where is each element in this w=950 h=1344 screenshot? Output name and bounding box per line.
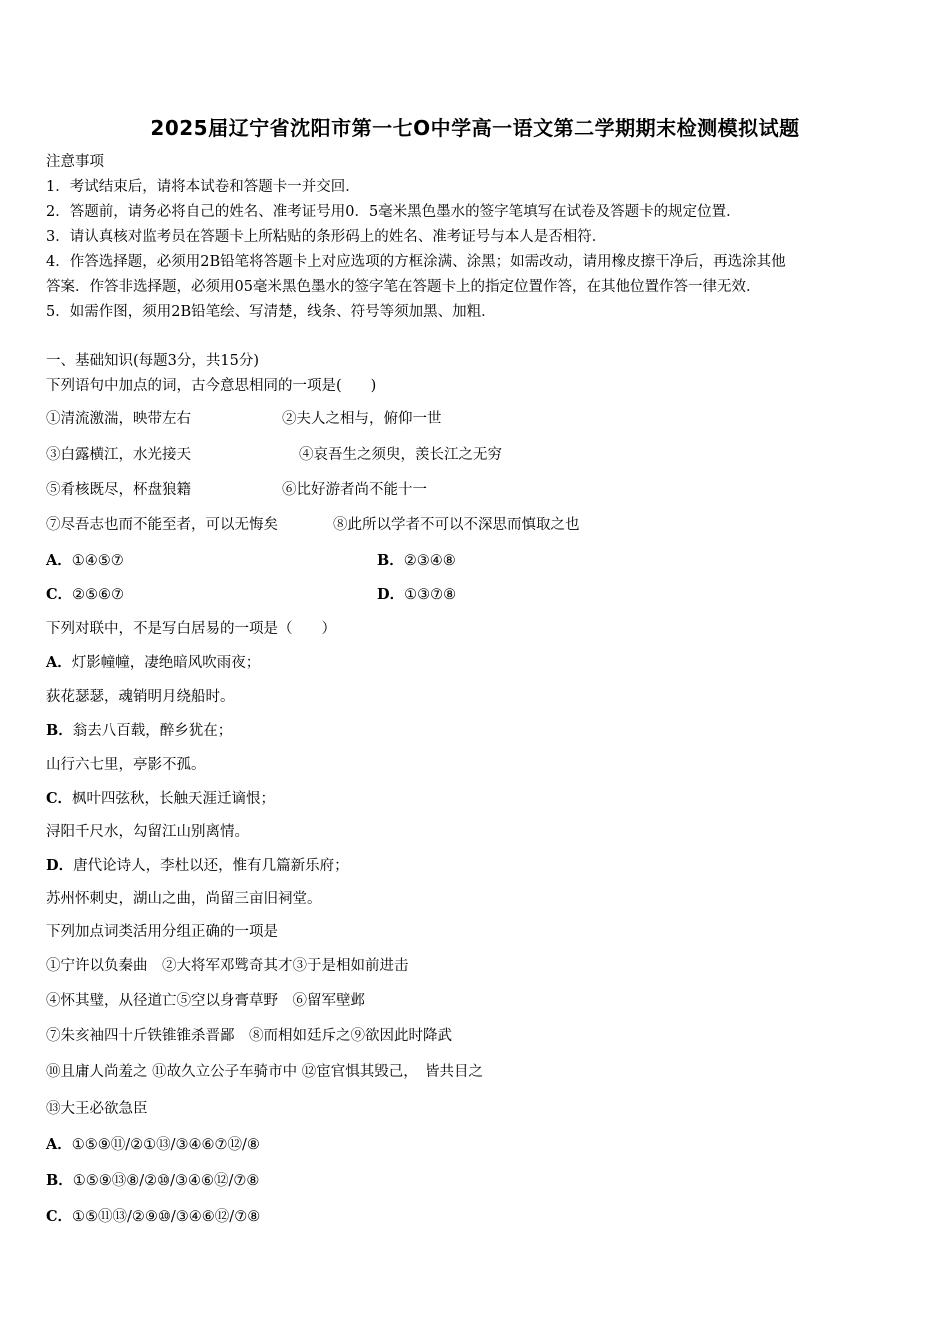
- notice-item: 答案．作答非选择题，必须用05毫米黑色墨水的签字笔在答题卡上的指定位置作答，在其他位置作答一律无效．: [46, 279, 761, 295]
- answer-option-a[interactable]: A．①④⑤⑦: [46, 552, 124, 569]
- q1-item: ⑤肴核既尽，杯盘狼籍: [46, 482, 191, 498]
- q1-item: ①清流激湍，映带左右: [46, 411, 191, 427]
- notice-item: 3．请认真核对监考员在答题卡上所粘贴的条形码上的姓名、准考证号与本人是否相符．: [46, 229, 607, 245]
- q1-row: [46, 515, 580, 535]
- notice-item: 4．作答选择题，必须用2B铅笔将答题卡上对应选项的方框涂满、涂黑；如需改动，请用橡皮擦干净后，再选涂其他: [46, 254, 786, 270]
- answer-option-b[interactable]: B．②③④⑧: [377, 552, 456, 569]
- page-title: 2025届辽宁省沈阳市第一七O中学高一语文第二学期期末检测模拟试题: [150, 116, 800, 140]
- answer-option-c[interactable]: C．①⑤⑪⑬/②⑨⑩/③④⑥⑫/⑦⑧: [46, 1208, 261, 1225]
- couplet-line: 苏州怀刺史，湖山之曲，尚留三亩旧祠堂。: [46, 891, 322, 907]
- q1-row: [46, 480, 427, 500]
- couplet-line: 山行六七里，亭影不孤。: [46, 757, 206, 773]
- answer-option-b[interactable]: B．①⑤⑨⑬⑧/②⑩/③④⑥⑫/⑦⑧: [46, 1172, 260, 1189]
- notice-heading: 注意事项: [46, 154, 104, 170]
- answer-option-d[interactable]: D．①③⑦⑧: [377, 586, 457, 603]
- notice-item: 2．答题前，请务必将自己的姓名、准考证号用0．5毫米黑色墨水的签字笔填写在试卷及答题卡的规定位置．: [46, 204, 741, 220]
- notice-item: 1．考试结束后，请将本试卷和答题卡一并交回．: [46, 179, 360, 195]
- q1-item: ⑥比好游者尚不能十一: [282, 482, 427, 498]
- q1-row: [46, 445, 502, 465]
- question-stem: 下列对联中，不是写白居易的一项是（ ）: [46, 621, 336, 637]
- answer-option-d[interactable]: D．唐代论诗人，李杜以还，惟有几篇新乐府；: [46, 857, 349, 874]
- answer-option-c[interactable]: C．②⑤⑥⑦: [46, 586, 125, 603]
- answer-option-a[interactable]: A．灯影幢幢，凄绝暗风吹雨夜；: [46, 654, 261, 671]
- q1-item: ③白露横江，水光接天: [46, 447, 191, 463]
- answer-option-a[interactable]: A．①⑤⑨⑪/②①⑬/③④⑥⑦⑫/⑧: [46, 1136, 260, 1153]
- q1-item: ②夫人之相与，俯仰一世: [282, 411, 442, 427]
- q1-item: ⑧此所以学者不可以不深思而慎取之也: [333, 517, 580, 533]
- question-stem: 下列语句中加点的词，古今意思相同的一项是( ): [46, 378, 377, 394]
- answer-option-b[interactable]: B．翁去八百载，醉乡犹在；: [46, 722, 233, 739]
- q1-item: ④哀吾生之须臾，羡长江之无穷: [299, 447, 502, 463]
- question-stem: 下列加点词类活用分组正确的一项是: [46, 924, 278, 940]
- answer-option-c[interactable]: C．枫叶四弦秋，长触天涯迁谪恨；: [46, 790, 276, 807]
- q1-item: ⑦尽吾志也而不能至者，可以无悔矣: [46, 517, 278, 533]
- notice-item: 5．如需作图，须用2B铅笔绘、写清楚，线条、符号等须加黑、加粗．: [46, 304, 496, 320]
- couplet-line: 浔阳千尺水，勾留江山别离情。: [46, 824, 249, 840]
- q3-row: ①宁许以负秦曲 ②大将军邓骘奇其才③于是相如前进击: [46, 958, 409, 974]
- couplet-line: 荻花瑟瑟，魂销明月绕船时。: [46, 689, 235, 705]
- q1-row: [46, 409, 442, 429]
- q3-row: ⑩且庸人尚羞之 ⑪故久立公子车骑市中 ⑫宦官惧其毁己， 皆共目之: [46, 1064, 483, 1080]
- q3-row: ④怀其璧，从径道亡⑤空以身膏草野 ⑥留军壁邺: [46, 993, 365, 1009]
- q3-row: ⑦朱亥袖四十斤铁锥锥杀晋鄙 ⑧而相如廷斥之⑨欲因此时降武: [46, 1028, 452, 1044]
- q3-row: ⑬大王必欲急臣: [46, 1101, 148, 1117]
- section-heading: 一、基础知识(每题3分，共15分): [46, 353, 259, 369]
